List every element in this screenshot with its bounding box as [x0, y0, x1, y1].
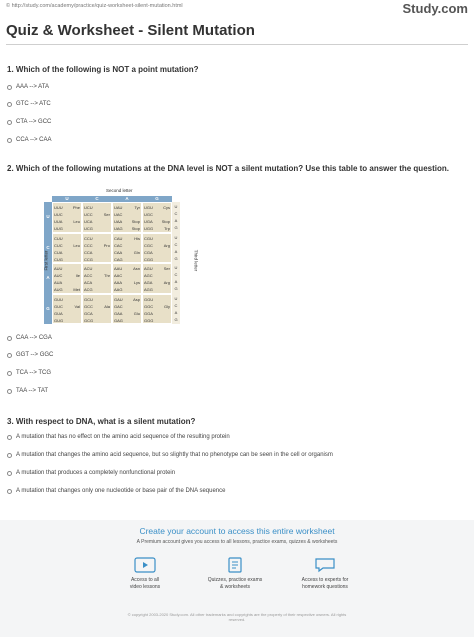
codon-cell	[112, 294, 142, 325]
codon-cell	[142, 294, 172, 325]
codon: CCC	[84, 242, 93, 248]
third-letter-cell	[172, 263, 180, 294]
video-icon	[133, 556, 157, 574]
codon: CAC	[114, 242, 123, 248]
codon-line	[84, 279, 110, 286]
codon: AAA	[114, 280, 123, 285]
codon-line	[54, 265, 80, 272]
codon: ACC	[84, 273, 93, 278]
title-divider	[6, 44, 468, 45]
codon: ACU	[84, 266, 93, 271]
third-letter-base: C	[174, 272, 178, 277]
codon: CAA	[114, 249, 123, 255]
codon: CGA	[144, 249, 153, 255]
codon: AGU	[144, 266, 153, 271]
codon: UUU	[54, 205, 63, 210]
codon-line	[114, 303, 140, 310]
codon: UCU	[84, 205, 93, 210]
codon: UGC	[144, 212, 153, 217]
codon: GUA	[54, 310, 63, 316]
third-letter-base: A	[174, 248, 178, 254]
codon-line	[84, 286, 110, 293]
radio-icon[interactable]	[7, 389, 12, 394]
codon-cell	[142, 202, 172, 233]
codon-line	[54, 225, 80, 232]
codon-line	[84, 265, 110, 272]
page-title: Quiz & Worksheet - Silent Mutation	[6, 22, 255, 39]
q3-option-2[interactable]: A mutation that changes the amino acid sequence, but so slightly that no phenotype can be seen in the cell or organism	[7, 452, 333, 458]
codon: ACA	[84, 280, 93, 285]
codon-line	[144, 317, 170, 324]
codon: CAU	[114, 235, 123, 241]
amino-acid: Met	[73, 287, 80, 292]
logo-text: Study.com	[402, 1, 468, 16]
third-letter-base: C	[174, 302, 178, 308]
codon: GGC	[144, 303, 154, 309]
codon-table	[44, 188, 192, 326]
q1-option-3[interactable]: CTA --> GCC	[7, 119, 51, 125]
codon: CAG	[114, 256, 123, 262]
codon-line	[114, 242, 140, 249]
q1-option-2[interactable]: GTC --> ATC	[7, 101, 51, 107]
third-letter-label: Third letter	[193, 249, 199, 272]
second-letter-label: Second letter	[106, 188, 133, 193]
quiz-icon	[223, 556, 247, 574]
codon-line	[84, 317, 110, 324]
radio-icon[interactable]	[7, 489, 12, 494]
codon: GAA	[114, 310, 123, 316]
question-2-text: 2. Which of the following mutations at the DNA level is NOT a silent mutation? Use this table to answer the question.	[7, 164, 449, 173]
first-letter-header: G	[44, 294, 52, 325]
codon: CGG	[144, 256, 154, 262]
amino-acid: Gly	[164, 303, 170, 309]
codon-line	[144, 225, 170, 232]
promo-subtitle: A Premium account gives you access to all lessons, practice exams, quizzes & worksheets	[136, 539, 338, 545]
amino-acid: Thr	[104, 273, 110, 278]
codon-line	[114, 296, 140, 303]
codon-line	[84, 303, 110, 310]
codon-line	[54, 317, 80, 324]
copyright-line-2: reserved.	[228, 617, 246, 622]
codon-line	[114, 286, 140, 293]
codon-line	[144, 242, 170, 249]
feature-line-2: & worksheets	[219, 583, 250, 590]
codon-line	[144, 204, 170, 211]
codon-line	[114, 279, 140, 286]
codon-line	[114, 249, 140, 256]
first-letter-label: First letter	[43, 250, 49, 271]
amino-acid: Val	[74, 303, 80, 309]
codon: CUU	[54, 235, 63, 241]
feature-line-1: Access to all	[130, 577, 160, 583]
codon-line	[114, 265, 140, 272]
codon-line	[114, 225, 140, 232]
feature-video-lessons	[110, 556, 180, 590]
amino-acid: Stop	[161, 219, 170, 224]
codon-line	[144, 310, 170, 317]
amino-acid: Stop	[131, 226, 140, 231]
chat-icon	[313, 556, 337, 574]
q3-option-4[interactable]: A mutation that changes only one nucleotide or base pair of the DNA sequence	[7, 488, 225, 494]
third-letter-base: G	[174, 225, 178, 230]
amino-acid: Pro	[103, 242, 110, 248]
codon-line	[54, 249, 80, 256]
codon-line	[84, 296, 110, 303]
amino-acid: Leu	[73, 219, 80, 224]
second-letter-header: G	[142, 196, 172, 202]
codon: CCA	[84, 249, 93, 255]
radio-icon[interactable]	[7, 353, 12, 358]
codon-line	[114, 317, 140, 324]
codon-line	[54, 279, 80, 286]
codon-cell	[82, 263, 112, 294]
codon-cell	[112, 202, 142, 233]
codon-line	[144, 249, 170, 256]
codon-line	[84, 235, 110, 242]
codon: UAA	[114, 219, 123, 224]
codon-line	[144, 265, 170, 272]
codon: CGU	[144, 235, 153, 241]
codon: CUC	[54, 242, 63, 248]
third-letter-base: G	[174, 286, 178, 291]
amino-acid: Trp	[164, 226, 170, 231]
third-letter-cell	[172, 294, 180, 325]
codon-line	[54, 204, 80, 211]
codon: UUG	[54, 226, 63, 231]
amino-acid: Lys	[133, 280, 140, 285]
codon-line	[54, 272, 80, 279]
codon: UUC	[54, 212, 63, 217]
amino-acid: Arg	[163, 280, 170, 285]
codon-line	[84, 242, 110, 249]
first-letter-header: A	[44, 263, 52, 294]
codon-line	[114, 235, 140, 242]
codon-line	[84, 310, 110, 317]
third-letter-base: U	[174, 295, 178, 301]
copyright-line-1: © copyright 2003-2020 Study.com. All other trademarks and copyrights are the property of their respective owners. All rights	[127, 612, 347, 617]
codon-line	[144, 303, 170, 310]
codon-cell	[112, 263, 142, 294]
codon: AUU	[54, 266, 63, 271]
codon-line	[144, 286, 170, 293]
q2-option-2[interactable]: GGT --> GGC	[7, 352, 53, 358]
codon-line	[84, 225, 110, 232]
promo-title[interactable]: Create your account to access this entire worksheet	[139, 526, 335, 536]
codon: AUA	[54, 280, 63, 285]
second-letter-header: U	[52, 196, 82, 202]
codon: UAG	[114, 226, 123, 231]
codon: UGA	[144, 219, 153, 224]
first-letter-header: U	[44, 202, 52, 233]
codon-line	[114, 218, 140, 225]
feature-line-1: Access to experts for	[301, 577, 349, 583]
codon: UAU	[114, 205, 123, 210]
codon: GUC	[54, 303, 63, 309]
codon: UCA	[84, 219, 93, 224]
third-letter-base: U	[174, 265, 178, 270]
codon-line	[144, 211, 170, 218]
codon: CCG	[84, 256, 93, 262]
codon: GAC	[114, 303, 123, 309]
codon-line	[144, 256, 170, 263]
third-letter-base: G	[174, 316, 178, 322]
radio-icon[interactable]	[7, 371, 12, 376]
amino-acid: Ile	[75, 273, 80, 278]
codon-line	[54, 310, 80, 317]
q3-option-1[interactable]: A mutation that has no effect on the amino acid sequence of the resulting protein	[7, 434, 230, 440]
second-letter-header: C	[82, 196, 112, 202]
codon: GCA	[84, 310, 93, 316]
codon-cell	[52, 263, 82, 294]
codon-line	[84, 204, 110, 211]
codon: UCG	[84, 226, 93, 231]
codon: AGA	[144, 280, 153, 285]
codon: GGA	[144, 310, 153, 316]
codon: UGG	[144, 226, 154, 231]
codon-line	[144, 272, 170, 279]
amino-acid: Phe	[72, 205, 80, 210]
codon-line	[114, 272, 140, 279]
codon: CGC	[144, 242, 153, 248]
codon: GUG	[54, 317, 64, 323]
first-letter-header: C	[44, 233, 52, 264]
third-letter-base: U	[174, 234, 178, 240]
codon-line	[54, 303, 80, 310]
codon-line	[54, 218, 80, 225]
third-letter-base: A	[174, 309, 178, 315]
codon-cell	[52, 294, 82, 325]
codon-line	[54, 242, 80, 249]
copyright	[0, 612, 474, 622]
codon: GAG	[114, 317, 123, 323]
third-letter-base: A	[174, 218, 178, 223]
amino-acid: Arg	[163, 242, 170, 248]
codon: GCC	[84, 303, 93, 309]
codon: GCG	[84, 317, 94, 323]
codon-line	[144, 235, 170, 242]
feature-experts	[290, 556, 360, 590]
codon-line	[114, 204, 140, 211]
radio-icon[interactable]	[7, 120, 12, 125]
codon-cell	[82, 233, 112, 264]
codon: AAG	[114, 287, 123, 292]
codon: AUC	[54, 273, 63, 278]
codon-line	[54, 211, 80, 218]
q1-option-4[interactable]: CCA --> CAA	[7, 137, 52, 143]
codon: AGG	[144, 287, 153, 292]
codon-line	[54, 235, 80, 242]
question-1-text: 1. Which of the following is NOT a point mutation?	[7, 65, 199, 74]
codon-line	[84, 272, 110, 279]
third-letter-base: C	[174, 241, 178, 247]
amino-acid: Asn	[133, 266, 140, 271]
amino-acid: Tyr	[134, 205, 140, 210]
page-url: © http://study.com/academy/practice/quiz-worksheet-silent-mutation.html	[6, 3, 183, 9]
codon-cell	[142, 233, 172, 264]
feature-line-2: video lessons	[129, 583, 161, 590]
amino-acid: Ala	[104, 303, 110, 309]
second-letter-header: A	[112, 196, 142, 202]
amino-acid: Ser	[163, 266, 170, 271]
feature-line-2: homework questions	[302, 583, 348, 590]
third-letter-base: G	[174, 255, 178, 261]
codon: UGU	[144, 205, 153, 210]
codon: CUG	[54, 256, 63, 262]
codon-cell	[52, 202, 82, 233]
codon: CUA	[54, 249, 63, 255]
codon: UUA	[54, 219, 63, 224]
codon-line	[54, 286, 80, 293]
codon: GGU	[144, 296, 154, 302]
amino-acid: Asp	[133, 296, 140, 302]
question-3-text: 3. With respect to DNA, what is a silent mutation?	[7, 417, 196, 426]
radio-icon[interactable]	[7, 453, 12, 458]
codon-line	[144, 218, 170, 225]
codon-line	[114, 256, 140, 263]
top-bar	[0, 0, 474, 14]
codon-line	[54, 296, 80, 303]
codon: UCC	[84, 212, 93, 217]
codon-line	[84, 218, 110, 225]
amino-acid: Glu	[133, 310, 140, 316]
radio-icon[interactable]	[7, 336, 12, 341]
q3-option-3[interactable]: A mutation that produces a completely nonfunctional protein	[7, 470, 175, 476]
codon: AAC	[114, 273, 123, 278]
codon-cell	[112, 233, 142, 264]
amino-acid: His	[134, 235, 140, 241]
third-letter-base: U	[174, 204, 178, 209]
codon: GUU	[54, 296, 63, 302]
amino-acid: Cys	[163, 205, 170, 210]
codon-line	[144, 279, 170, 286]
codon-line	[84, 211, 110, 218]
radio-icon[interactable]	[7, 435, 12, 440]
radio-icon[interactable]	[7, 102, 12, 107]
codon-line	[144, 296, 170, 303]
codon: AUG	[54, 287, 63, 292]
third-letter-cell	[172, 233, 180, 264]
codon: AAU	[114, 266, 123, 271]
q2-option-4[interactable]: TAA --> TAT	[7, 388, 48, 394]
feature-quizzes	[200, 556, 270, 590]
codon-cell	[82, 294, 112, 325]
amino-acid: Stop	[131, 219, 140, 224]
codon: CCU	[84, 235, 93, 241]
q1-option-1[interactable]: AAA --> ATA	[7, 84, 49, 90]
amino-acid: Gln	[133, 249, 140, 255]
codon-line	[114, 211, 140, 218]
radio-icon[interactable]	[7, 138, 12, 143]
codon: AGC	[144, 273, 153, 278]
codon-cell	[142, 263, 172, 294]
codon-line	[84, 249, 110, 256]
codon: ACG	[84, 287, 93, 292]
codon: GAU	[114, 296, 123, 302]
q2-option-1[interactable]: CAA --> CGA	[7, 335, 52, 341]
amino-acid: Ser	[103, 212, 110, 217]
radio-icon[interactable]	[7, 85, 12, 90]
feature-line-1: Quizzes, practice exams	[207, 577, 263, 583]
codon-cell	[82, 202, 112, 233]
codon: GGG	[144, 317, 154, 323]
codon: UAC	[114, 212, 123, 217]
codon-line	[54, 256, 80, 263]
codon-line	[84, 256, 110, 263]
codon-line	[114, 310, 140, 317]
third-letter-cell	[172, 202, 180, 233]
third-letter-base: C	[174, 211, 178, 216]
codon-cell	[52, 233, 82, 264]
codon: GCU	[84, 296, 93, 302]
amino-acid: Leu	[73, 242, 80, 248]
radio-icon[interactable]	[7, 471, 12, 476]
study-logo[interactable]	[403, 1, 469, 16]
third-letter-base: A	[174, 279, 178, 284]
q2-option-3[interactable]: TCA --> TCG	[7, 370, 51, 376]
